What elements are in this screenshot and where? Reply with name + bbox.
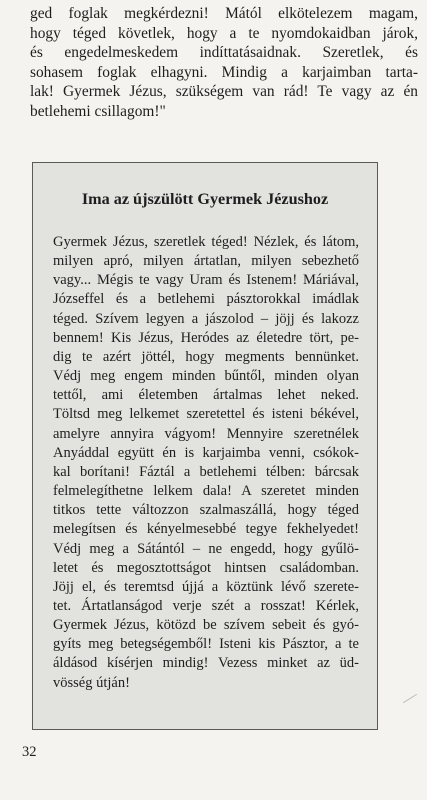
prayer-line: Gyermek Jézus, szeretlek téged! Nézlek, és látom, bbox=[53, 234, 359, 250]
prayer-line: tettől, ami életemben ártalmas lehet neked. bbox=[53, 387, 359, 404]
prayer-line: Józseffel és a betlehemi pásztorokkal imádlak bbox=[53, 291, 359, 308]
prayer-line: amelyre annyira vágyom! Mennyire szeretnélek bbox=[53, 425, 359, 442]
prayer-line: vösség útján! bbox=[53, 674, 130, 691]
prayer-line: tet. Ártatlanságod verje szét a rosszat! Kérlek, bbox=[53, 597, 359, 614]
prayer-line: Jöjj el, és teremtsd újjá a köztünk lévő szerete- bbox=[53, 578, 359, 595]
prayer-line: melegítsen és kényelmesebbé tegye fekhelyedet! bbox=[53, 521, 359, 538]
prayer-line: titkos tette változzon szalmaszállá, hogy téged bbox=[53, 502, 359, 519]
intro-paragraph bbox=[30, 4, 418, 122]
prayer-line: felmelegíthetne lelkem dala! A szeretet minden bbox=[53, 483, 359, 500]
prayer-line: Védj meg engem minden bűntől, minden olyan bbox=[53, 368, 359, 385]
intro-line: hogy téged követlek, hogy a te nyomdokaidban járok, bbox=[30, 24, 418, 42]
prayer-line: Töltsd meg lelkemet szeretettel és isteni békével, bbox=[53, 406, 359, 423]
prayer-title: Ima az újszülött Gyermek Jézushoz bbox=[81, 190, 329, 208]
page-number: 32 bbox=[22, 744, 37, 760]
prayer-line: Védj meg a Sátántól – ne engedd, hogy gyűlö- bbox=[53, 540, 359, 557]
intro-line: ged foglak megkérdezni! Mától elkötelezem magam, bbox=[30, 5, 418, 22]
prayer-line: dig te azért jöttél, hogy megments bennünket. bbox=[53, 348, 359, 365]
prayer-line: Gyermek Jézus, kötözd be szívem sebeit és gyó- bbox=[53, 617, 359, 634]
prayer-line: letet és megosztottságot hintsen családomban. bbox=[53, 559, 359, 576]
prayer-box bbox=[32, 162, 378, 730]
prayer-line: áldásod kísérjen mindig! Vezess minket az üd- bbox=[53, 655, 359, 672]
prayer-line: vagy... Mégis te vagy Uram és Istenem! Máriával, bbox=[53, 272, 359, 289]
prayer-text bbox=[53, 233, 359, 693]
intro-line: és engedelmeskedem indíttatásaidnak. Szeretlek, és bbox=[30, 44, 418, 62]
pencil-mark bbox=[403, 694, 417, 703]
prayer-line: téged. Szívem legyen a jászolod – jöjj és lakozz bbox=[53, 310, 359, 327]
intro-line: betlehemi csillagom!" bbox=[30, 102, 166, 120]
prayer-line: gyíts meg betegségemből! Isteni kis Pásztor, a te bbox=[53, 636, 359, 653]
prayer-line: milyen apró, milyen ártatlan, milyen sebezhető bbox=[53, 253, 359, 270]
intro-line: sohasem foglak elhagyni. Mindig a karjaimban tarta- bbox=[30, 63, 418, 81]
prayer-line: bennem! Kis Jézus, Heródes az életedre tört, pe- bbox=[53, 329, 359, 346]
prayer-line: Anyáddal együtt én is karjaimba venni, csókok- bbox=[53, 444, 359, 461]
prayer-line: kal borítani! Fáztál a betlehemi télben: bárcsak bbox=[53, 463, 359, 480]
intro-line: lak! Gyermek Jézus, szükségem van rád! Te vagy az én bbox=[30, 83, 418, 101]
